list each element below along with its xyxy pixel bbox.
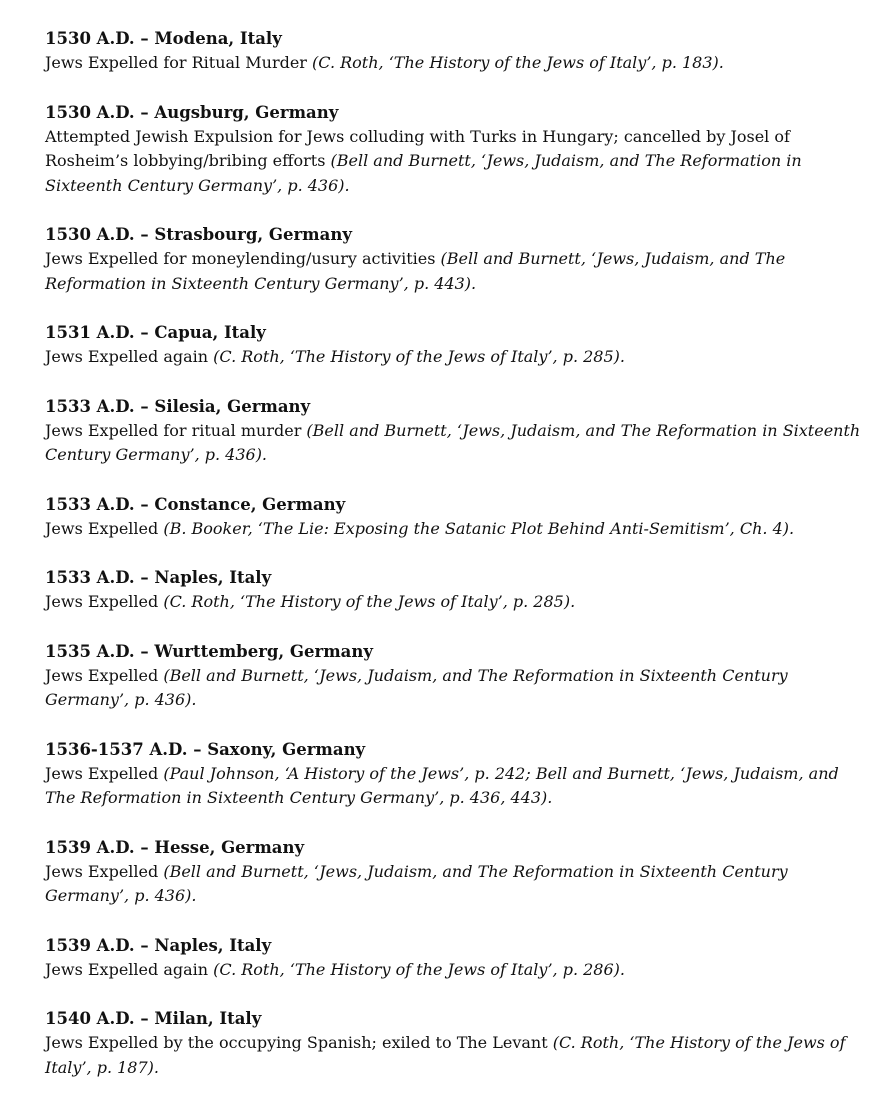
entry-text: Jews Expelled again xyxy=(45,959,214,979)
entry-body xyxy=(45,590,865,615)
entry-title: 1530 A.D. – Modena, Italy xyxy=(45,29,282,48)
timeline-entry xyxy=(45,1007,865,1080)
entry-citation: (C. Roth, ‘The History of the Jews of Italy’, p. 285). xyxy=(213,347,625,366)
entry-citation: (Paul Johnson, ‘A History of the Jews’, p. 242; Bell and Burnett, ‘Jews, Judaism, and The Reformation in Sixteenth Century Germany’, p. 436, 443). xyxy=(45,763,839,807)
entry-title: 1533 A.D. – Silesia, Germany xyxy=(45,396,311,416)
entry-citation: (C. Roth, ‘The History of the Jews of Italy’, p. 183). xyxy=(312,53,724,72)
timeline-entry xyxy=(45,934,865,983)
entry-title: 1530 A.D. – Augsburg, Germany xyxy=(45,102,339,122)
entry-title: 1533 A.D. – Constance, Germany xyxy=(45,494,346,514)
entry-text: Jews Expelled by the occupying Spanish; exiled to The Levant xyxy=(45,1033,553,1052)
timeline-entry xyxy=(45,321,865,370)
entry-title: 1535 A.D. – Wurttemberg, Germany xyxy=(45,641,373,661)
entry-body xyxy=(45,125,865,199)
entry-citation: (C. Roth, ‘The History of the Jews of Italy’, p. 187). xyxy=(45,1033,846,1077)
timeline-entry xyxy=(45,836,865,909)
entry-citation: (Bell and Burnett, ‘Jews, Judaism, and The Reformation in Sixteenth Century Germany’, p. 436). xyxy=(45,861,788,905)
entry-citation: (Bell and Burnett, ‘Jews, Judaism, and The Reformation in Sixteenth Century Germany’, p. 443). xyxy=(45,249,786,293)
entry-text: Jews Expelled xyxy=(45,518,164,538)
entry-citation: (C. Roth, ‘The History of the Jews of Italy’, p. 285). xyxy=(163,592,576,611)
entry-text: Attempted Jewish Expulsion for Jews colluding with Turks in Hungary; cancelled by Josel of Rosheim’s lobbying/bribing efforts xyxy=(45,126,790,170)
entry-title: 1539 A.D. – Naples, Italy xyxy=(45,935,272,955)
entry-text: Jews Expelled xyxy=(45,861,164,881)
entry-text: Jews Expelled xyxy=(45,665,164,685)
entry-citation: (Bell and Burnett, ‘Jews, Judaism, and The Reformation in Sixteenth Century Germany’, p. 436). xyxy=(45,665,788,709)
entry-body xyxy=(45,517,865,542)
timeline-entry xyxy=(45,27,865,76)
entry-citation: (B. Booker, ‘The Lie: Exposing the Satanic Plot Behind Anti-Semitism’, Ch. 4). xyxy=(163,518,795,538)
entry-body xyxy=(45,860,865,909)
entry-text: Jews Expelled for ritual murder xyxy=(45,420,307,440)
timeline-entry xyxy=(45,395,865,468)
entry-title: 1540 A.D. – Milan, Italy xyxy=(45,1009,262,1028)
entry-title: 1539 A.D. – Hesse, Germany xyxy=(45,837,305,857)
entry-body xyxy=(45,51,865,76)
entry-body xyxy=(45,664,865,713)
entry-text: Jews Expelled again xyxy=(45,347,214,366)
entry-body xyxy=(45,762,865,811)
timeline-entry xyxy=(45,493,865,542)
entry-body xyxy=(45,345,865,370)
timeline-entry xyxy=(45,223,865,296)
entry-title: 1533 A.D. – Naples, Italy xyxy=(45,568,272,587)
entry-title: 1530 A.D. – Strasbourg, Germany xyxy=(45,225,352,244)
entry-title: 1536-1537 A.D. – Saxony, Germany xyxy=(45,739,366,759)
entry-citation: (Bell and Burnett, ‘Jews, Judaism, and The Reformation in Sixteenth Century Germany’, p. 436). xyxy=(45,420,861,464)
entry-body xyxy=(45,419,865,468)
entry-title: 1531 A.D. – Capua, Italy xyxy=(45,323,266,342)
entry-citation: (C. Roth, ‘The History of the Jews of Italy’, p. 286). xyxy=(213,959,625,979)
entry-body xyxy=(45,1031,865,1080)
entry-text: Jews Expelled xyxy=(45,592,164,611)
timeline-entry xyxy=(45,566,865,615)
timeline-entry xyxy=(45,738,865,811)
timeline-entry xyxy=(45,101,865,199)
entry-body xyxy=(45,247,865,296)
entry-body xyxy=(45,958,865,983)
entry-text: Jews Expelled xyxy=(45,763,164,783)
timeline-entry xyxy=(45,640,865,713)
entry-citation: (Bell and Burnett, ‘Jews, Judaism, and The Reformation in Sixteenth Century Germany’, p. 436). xyxy=(45,151,802,195)
entry-text: Jews Expelled for moneylending/usury activities xyxy=(45,249,441,268)
entry-text: Jews Expelled for Ritual Murder xyxy=(45,53,313,72)
